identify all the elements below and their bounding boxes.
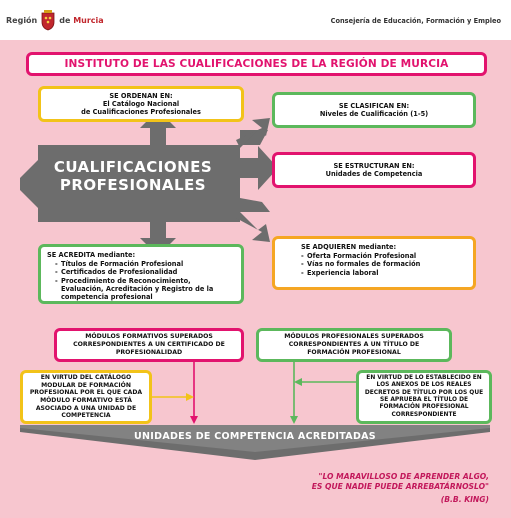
logo-text-left: Región — [6, 15, 38, 25]
box-adquieren: SE ADQUIEREN mediante: - Oferta Formación Profesional - Vías no formales de formación - Experiencia laboral — [272, 236, 476, 290]
box-acredita: SE ACREDITA mediante: - Títulos de Formación Profesional - Certificados de Profesionalidad - Procedimiento de Reconocimiento, Evaluación, Acreditación y Registro de la competencia profesional — [38, 244, 244, 304]
list-item: - Experiencia laboral — [301, 269, 467, 277]
central-label: CUALIFICACIONES PROFESIONALES — [53, 158, 213, 194]
box-clasifican: SE CLASIFICAN EN: Niveles de Cualificación (1-5) — [272, 92, 476, 128]
page-title: INSTITUTO DE LAS CUALIFICACIONES DE LA REGIÓN DE MURCIA — [26, 52, 487, 76]
list-item: - Certificados de Profesionalidad — [55, 268, 235, 276]
department-name: Consejería de Educación, Formación y Empleo — [330, 17, 501, 25]
bottom-label: UNIDADES DE COMPETENCIA ACREDITADAS — [134, 431, 376, 442]
box-estructuran: SE ESTRUCTURAN EN: Unidades de Competencia — [272, 152, 476, 188]
adquieren-list — [301, 252, 467, 277]
list-item: - Oferta Formación Profesional — [301, 252, 467, 260]
logo-text-mid: de — [59, 15, 71, 25]
logo-text-right: Murcia — [73, 15, 104, 25]
quote: "LO MARAVILLOSO DE APRENDER ALGO, ES QUE NADIE PUEDE ARREBATÁRNOSLO" (B.B. KING) — [229, 472, 489, 505]
box-modulos-formativos: MÓDULOS FORMATIVOS SUPERADOS CORRESPONDIENTES A UN CERTIFICADO DE PROFESIONALIDAD — [54, 328, 244, 362]
arrow-down-right — [236, 212, 270, 242]
box-modulos-profesionales: MÓDULOS PROFESIONALES SUPERADOS CORRESPONDIENTES A UN TÍTULO DE FORMACIÓN PROFESIONAL — [256, 328, 452, 362]
quote-author: (B.B. KING) — [440, 494, 489, 504]
acredita-list — [55, 260, 235, 301]
list-item: - Vías no formales de formación — [301, 260, 467, 268]
list-item: - Títulos de Formación Profesional — [55, 260, 235, 268]
box-virtud-establecido: EN VIRTUD DE LO ESTABLECIDO EN LOS ANEXOS DE LOS REALES DECRETOS DE TÍTULO POR LOS QUE SE APRUEBA EL TÍTULO DE FORMACIÓN PROFESIONAL CORRESPONDIENTE — [356, 370, 492, 424]
list-item: - Procedimiento de Reconocimiento, Evaluación, Acreditación y Registro de la competencia profesional — [55, 277, 235, 302]
box-virtud-catalogo: EN VIRTUD DEL CATÁLOGO MODULAR DE FORMACIÓN PROFESIONAL POR EL QUE CADA MÓDULO FORMATIVO ESTÁ ASOCIADO A UNA UNIDAD DE COMPETENCIA — [20, 370, 152, 424]
box-ordenan: SE ORDENAN EN: El Catálogo Nacional de Cualificaciones Profesionales — [38, 86, 244, 122]
